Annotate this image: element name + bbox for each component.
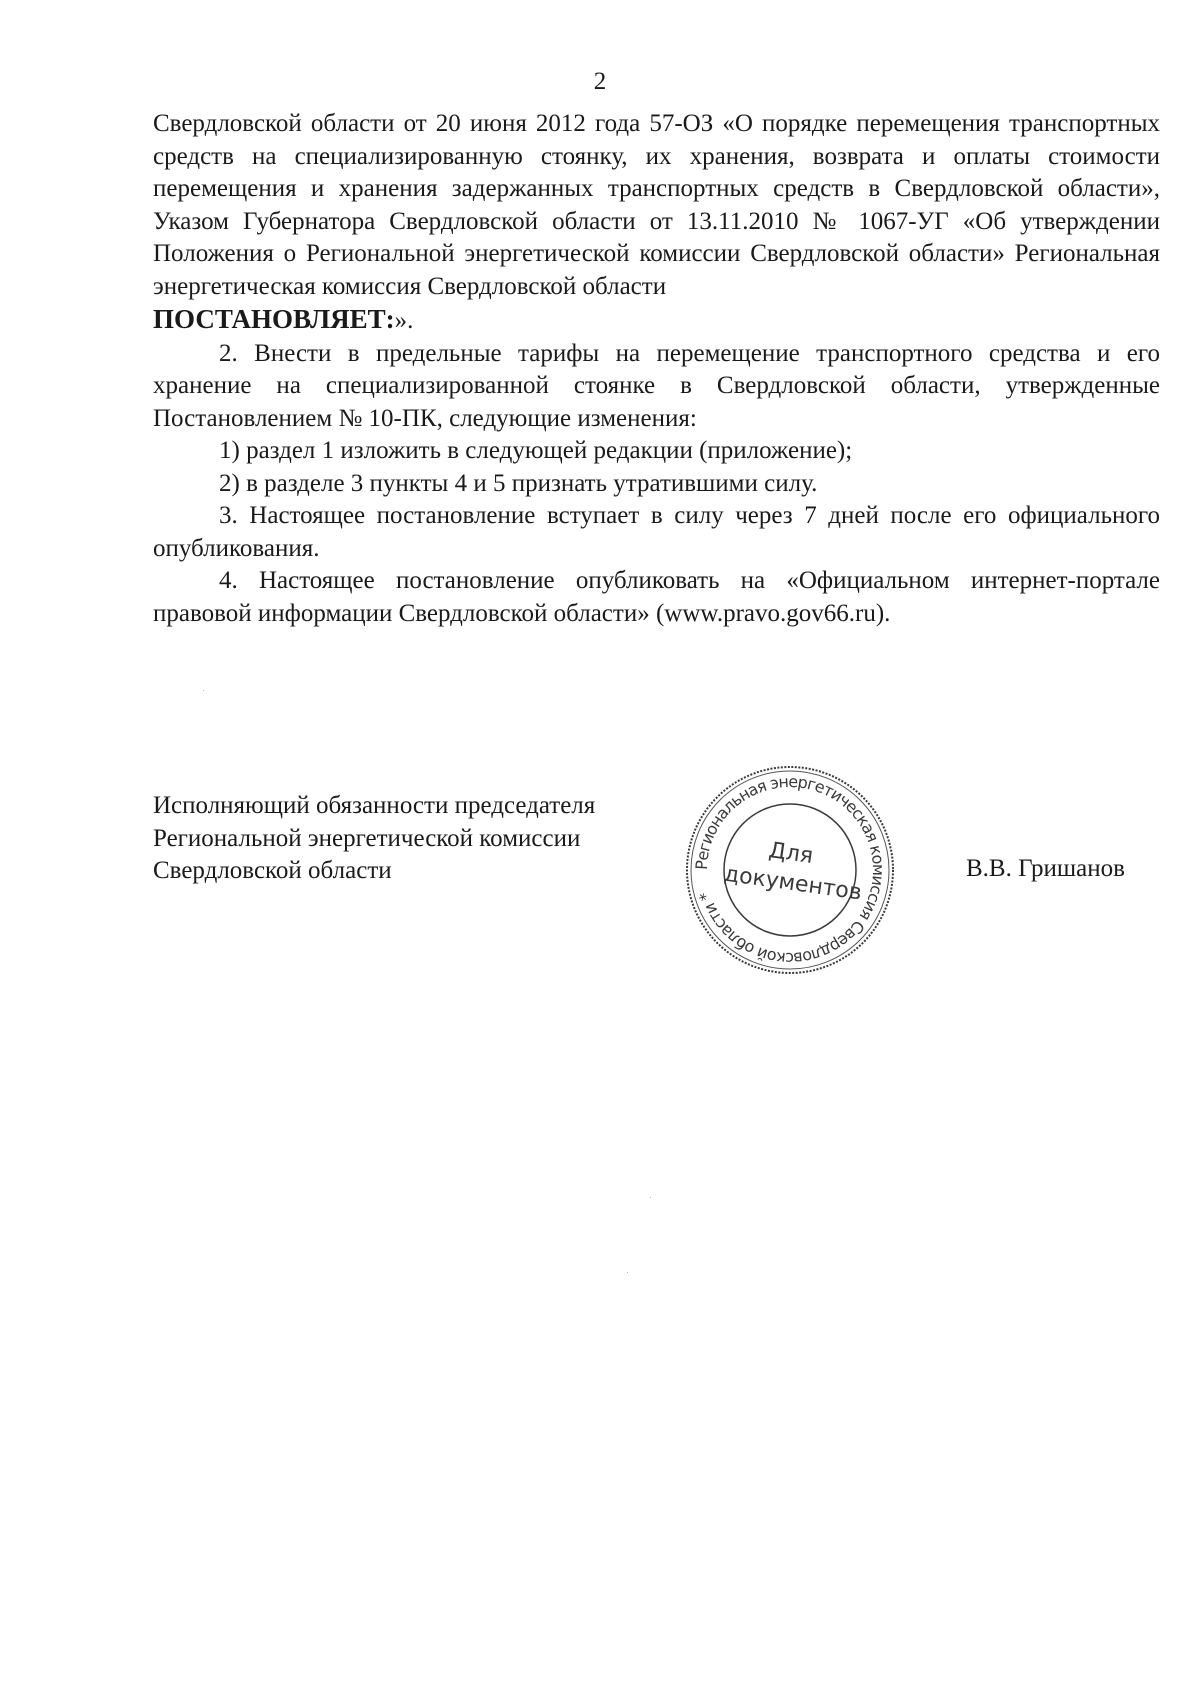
resolve-word: ПОСТАНОВЛЯЕТ:	[153, 304, 395, 334]
stamp-ring-text: Региональная энергетическая комиссия Свердловской области *	[691, 771, 889, 969]
stamp-center-line-1: Для	[767, 838, 815, 870]
resolve-tail: ».	[394, 307, 414, 334]
signatory-position-line: Свердловской области	[153, 857, 392, 884]
official-stamp	[680, 760, 900, 980]
signatory-position-line: Исполняющий обязанности председателя	[153, 792, 596, 819]
page-number: 2	[593, 68, 607, 95]
paragraph-item-2: 2. Внести в предельные тарифы на перемещение транспортного средства и его хранение на специализированной стоянке в Свердловской области, утвержденные Постановлением № 10-ПК, следующие изменения:	[153, 339, 1160, 432]
stamp-center-line-2: документов	[722, 861, 864, 906]
paragraph-item-3: 3. Настоящее постановление вступает в силу через 7 дней после его официального опубликования.	[153, 502, 1160, 562]
paragraph-legal-basis: Свердловской области от 20 июня 2012 года 57-ОЗ «О порядке перемещения транспортных средств на специализированную стоянку, их хранения, возврата и оплаты стоимости перемещения и хранения задержанных транспортных средств в Свердловской области», Указом Губернатора Свердловской области от 13.11.2010 № 1067-УГ «Об утверждении Положения о Региональной энергетической комиссии Свердловской области» Региональная энергетическая комиссия Свердловской области	[153, 110, 1160, 300]
paragraph-item-4: 4. Настоящее постановление опубликовать на «Официальном интернет-портале правовой информации Свердловской области» (www.pravo.gov66.ru).	[153, 567, 1160, 627]
scan-speck	[203, 690, 204, 691]
scan-speck	[650, 1197, 651, 1198]
paragraph-subitem-2: 2) в разделе 3 пункты 4 и 5 признать утратившими силу.	[219, 469, 818, 497]
document-body	[153, 108, 1160, 630]
scan-speck	[627, 1272, 628, 1273]
paragraph-subitem-1: 1) раздел 1 изложить в следующей редакции (приложение);	[219, 437, 853, 464]
signatory-name: В.В. Гришанов	[966, 855, 1125, 882]
signatory-position	[153, 790, 595, 888]
resolve-line	[153, 303, 1160, 338]
signatory-position-line: Региональной энергетической комиссии	[153, 824, 581, 852]
